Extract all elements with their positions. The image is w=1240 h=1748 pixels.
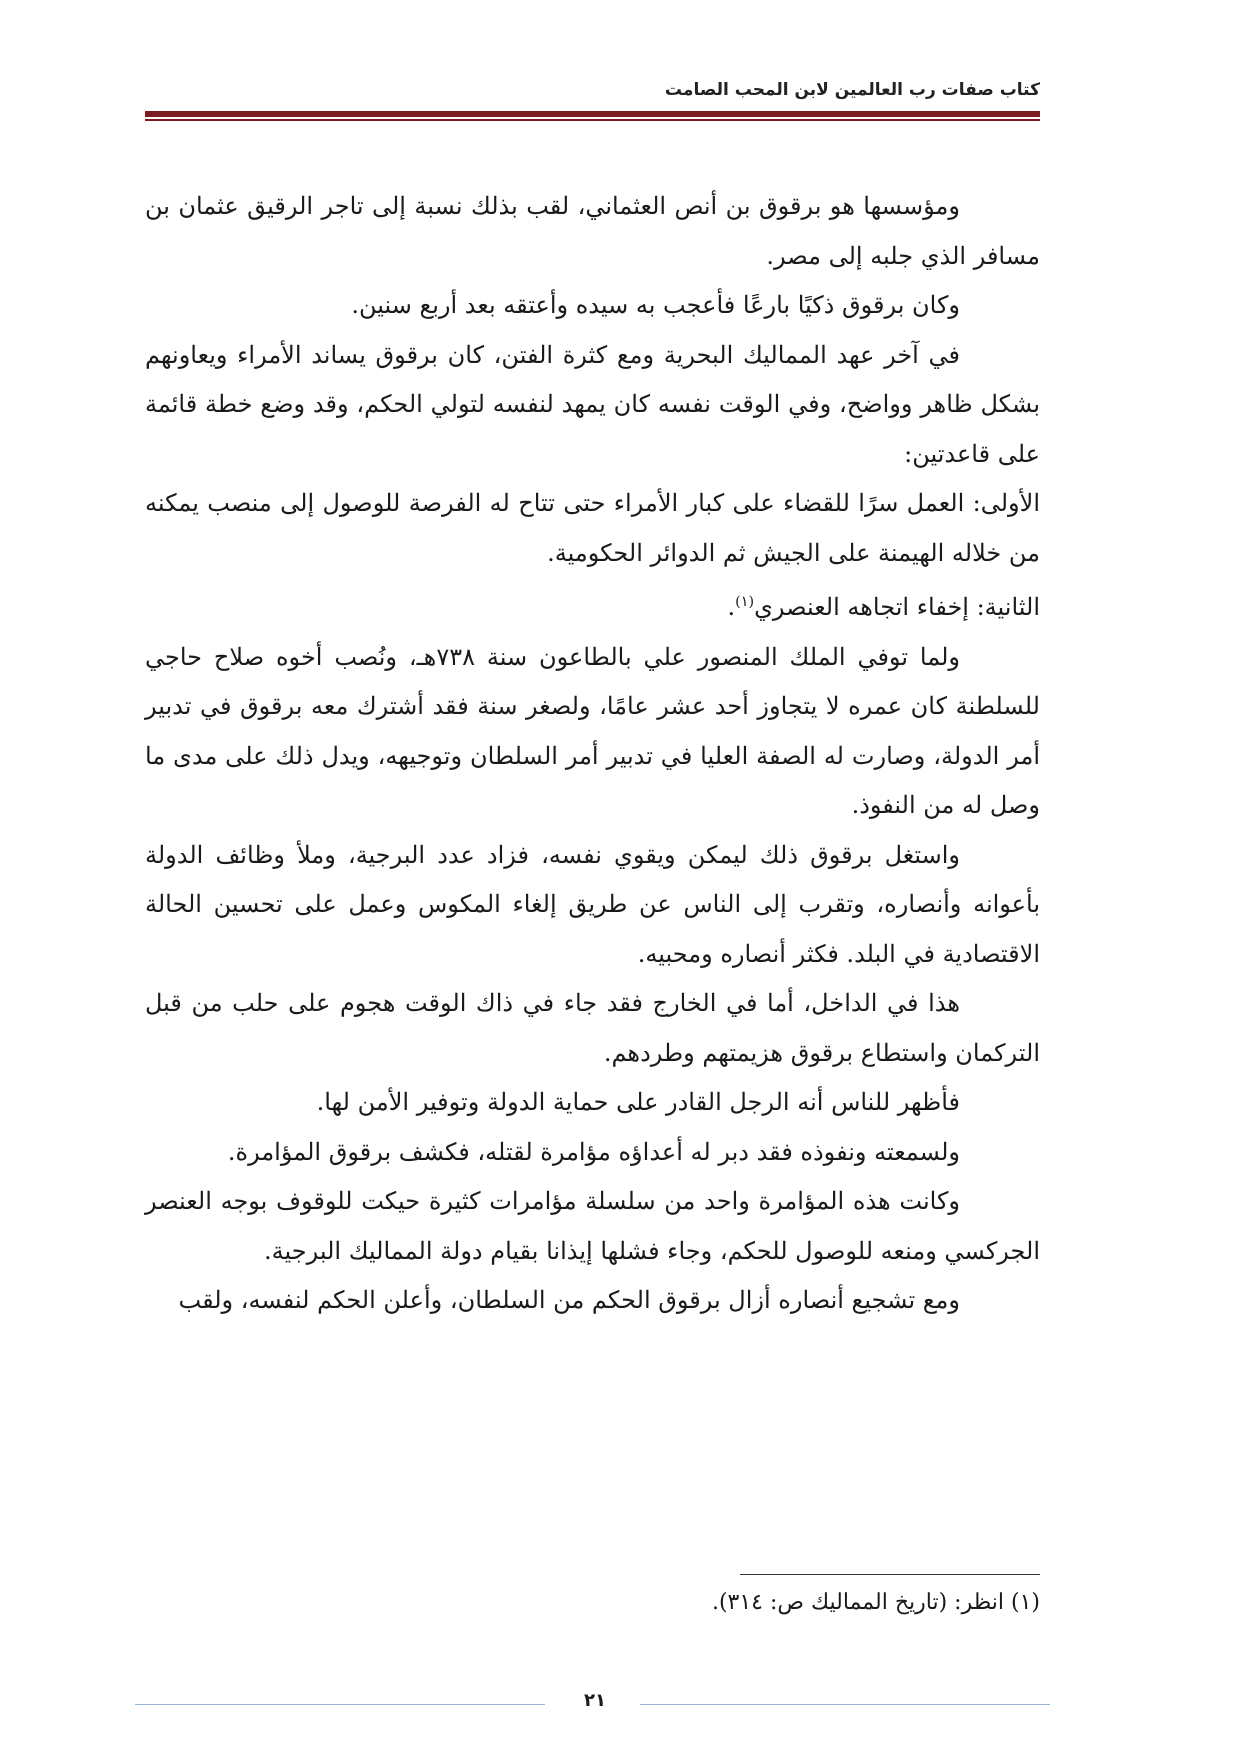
paragraph: وكانت هذه المؤامرة واحد من سلسلة مؤامرات كثيرة حيكت للوقوف بوجه العنصر الجركسي ومنعه للوصول للحكم، وجاء فشلها إيذانا بقيام دولة المماليك البرجية.: [145, 1187, 1040, 1265]
footnote-separator: [740, 1574, 1040, 1575]
footnote: (١) انظر: (تاريخ المماليك ص: ٣١٤).: [711, 1590, 1040, 1615]
paragraph: ومؤسسها هو برقوق بن أنص العثماني، لقب بذلك نسبة إلى تاجر الرقيق عثمان بن مسافر الذي جلبه إلى مصر.: [145, 192, 1040, 270]
paragraph-first-point: الأولى: العمل سرًا للقضاء على كبار الأمراء حتى تتاح له الفرصة للوصول إلى منصب يمكنه من خلاله الهيمنة على الجيش ثم الدوائر الحكومية.: [145, 489, 1040, 567]
footer-rule-right: [640, 1704, 1050, 1705]
paragraph: وكان برقوق ذكيًا بارعًا فأعجب به سيده وأعتقه بعد أربع سنين.: [351, 291, 960, 319]
paragraph: في آخر عهد المماليك البحرية ومع كثرة الفتن، كان برقوق يساند الأمراء ويعاونهم بشكل ظاهر وواضح، وفي الوقت نفسه كان يمهد لنفسه لتولي الحكم، وقد وضع خطة قائمة على قاعدتين:: [145, 340, 1040, 468]
running-header: كتاب صفات رب العالمين لابن المحب الصامت: [664, 80, 1040, 100]
header-rule-thick: [145, 111, 1040, 117]
paragraph: فأظهر للناس أنه الرجل القادر على حماية الدولة وتوفير الأمن لها.: [316, 1088, 960, 1116]
paragraph-second-point: [145, 578, 1040, 633]
footnote-reference: (١): [735, 594, 755, 610]
paragraph: ومع تشجيع أنصاره أزال برقوق الحكم من السلطان، وأعلن الحكم لنفسه، ولقب: [178, 1286, 960, 1314]
paragraph: واستغل برقوق ذلك ليمكن ويقوي نفسه، فزاد عدد البرجية، وملأ وظائف الدولة بأعوانه وأنصاره، وتقرب إلى الناس عن طريق إلغاء المكوس وعمل على تحسين الحالة الاقتصادية في البلد. فكثر أنصاره ومحبيه.: [145, 840, 1040, 968]
header-rule-thin: [145, 119, 1040, 121]
paragraph: ولسمعته ونفوذه فقد دبر له أعداؤه مؤامرة لقتله، فكشف برقوق المؤامرة.: [227, 1137, 960, 1166]
page-number: ٢١: [584, 1690, 606, 1711]
second-point-text: الثانية: إخفاء اتجاهه العنصري: [754, 593, 1040, 621]
paragraph: هذا في الداخل، أما في الخارج فقد جاء في ذاك الوقت هجوم على حلب من قبل التركمان واستطاع برقوق هزيمتهم وطردهم.: [145, 989, 1040, 1067]
second-point-end: .: [727, 593, 736, 621]
footer-rule-left: [135, 1704, 545, 1705]
paragraph: ولما توفي الملك المنصور علي بالطاعون سنة ٧٣٨هـ، ونُصب أخوه صلاح حاجي للسلطنة كان عمره لا يتجاوز أحد عشر عامًا، ولصغر سنة فقد أشترك معه برقوق في تدبير أمر الدولة، وصارت له الصفة العليا في تدبير أمر السلطان وتوجيهه، ويدل ذلك على مدى ما وصل له من النفوذ.: [145, 642, 1040, 819]
body-text: [145, 182, 1040, 1326]
